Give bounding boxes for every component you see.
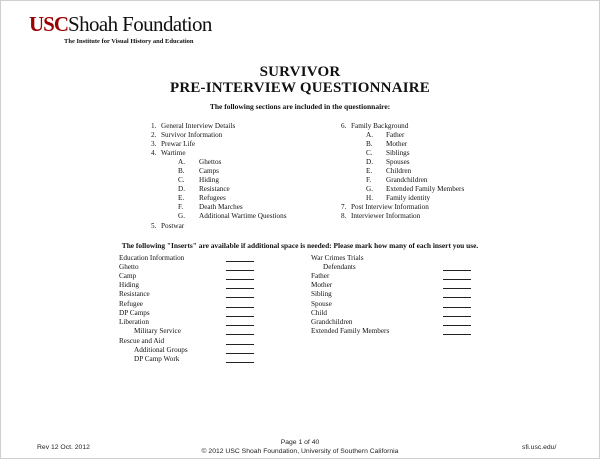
insert-count-blank[interactable] (443, 325, 471, 326)
insert-label: Sibling (311, 290, 332, 298)
family-letter: G. (366, 185, 373, 193)
insert-label: Mother (311, 281, 333, 289)
wartime-letter: G. (178, 212, 185, 220)
insert-count-blank[interactable] (226, 297, 254, 298)
insert-label: Refugee (119, 300, 143, 308)
insert-label: Grandchildren (311, 318, 353, 326)
wartime-label: Ghettos (199, 158, 222, 166)
family-letter: E. (366, 167, 373, 175)
insert-count-blank[interactable] (443, 307, 471, 308)
insert-count-blank[interactable] (443, 334, 471, 335)
footer-revision: Rev 12 Oct. 2012 (37, 444, 90, 451)
insert-label: War Crimes Trials (311, 254, 364, 262)
inserts-heading: The following "Inserts" are available if additional space is needed: Please mark how many of each insert you use. (121, 241, 479, 250)
insert-label: Camp (119, 272, 137, 280)
wartime-letter: F. (178, 203, 184, 211)
insert-label: Military Service (134, 327, 181, 335)
footer-url: sfi.usc.edu/ (522, 444, 557, 451)
wartime-label: Resistance (199, 185, 230, 193)
insert-label: Spouse (311, 300, 332, 308)
wartime-letter: B. (178, 167, 185, 175)
insert-count-blank[interactable] (226, 325, 254, 326)
logo (29, 12, 212, 37)
section-num: 7. (341, 203, 347, 211)
wartime-letter: D. (178, 185, 185, 193)
section-label: Prewar Life (161, 140, 196, 148)
family-label: Extended Family Members (386, 185, 465, 193)
section-num: 3. (151, 140, 157, 148)
insert-label: Father (311, 272, 330, 280)
section-label: Postwar (161, 222, 185, 230)
insert-count-blank[interactable] (443, 288, 471, 289)
insert-label: Hiding (119, 281, 139, 289)
insert-label: Extended Family Members (311, 327, 390, 335)
insert-count-blank[interactable] (226, 270, 254, 271)
page-title-line2: PRE-INTERVIEW QUESTIONNAIRE (169, 80, 431, 96)
footer-page-number: Page 1 of 40 (280, 439, 320, 446)
family-label: Children (386, 167, 412, 175)
insert-count-blank[interactable] (443, 316, 471, 317)
insert-label: Additional Groups (134, 346, 188, 354)
section-label: Survivor Information (161, 131, 223, 139)
insert-label: Ghetto (119, 263, 139, 271)
section-num: 5. (151, 222, 157, 230)
insert-label: Liberation (119, 318, 149, 326)
section-num: 8. (341, 212, 347, 220)
section-num: 2. (151, 131, 157, 139)
insert-label: Child (311, 309, 327, 317)
section-num: 4. (151, 149, 157, 157)
wartime-letter: A. (178, 158, 185, 166)
wartime-label: Death Marches (199, 203, 243, 211)
logo-shoah-foundation: Shoah Foundation (68, 12, 212, 36)
insert-count-blank[interactable] (226, 344, 254, 345)
section-label: Interviewer Information (351, 212, 421, 220)
section-num: 6. (341, 122, 347, 130)
section-label: General Interview Details (161, 122, 236, 130)
wartime-letter: E. (178, 194, 185, 202)
footer-center (0, 438, 600, 456)
insert-count-blank[interactable] (226, 307, 254, 308)
family-letter: D. (366, 158, 373, 166)
insert-count-blank[interactable] (226, 362, 254, 363)
insert-count-blank[interactable] (443, 297, 471, 298)
insert-count-blank[interactable] (226, 353, 254, 354)
logo-usc: USC (29, 12, 69, 36)
wartime-label: Refugees (199, 194, 226, 202)
family-label: Siblings (386, 149, 410, 157)
family-letter: A. (366, 131, 373, 139)
insert-label: Education Information (119, 254, 185, 262)
insert-count-blank[interactable] (226, 334, 254, 335)
insert-count-blank[interactable] (226, 288, 254, 289)
family-label: Father (386, 131, 405, 139)
wartime-label: Additional Wartime Questions (199, 212, 287, 220)
family-label: Mother (386, 140, 408, 148)
family-label: Spouses (386, 158, 410, 166)
wartime-letter: C. (178, 176, 185, 184)
insert-label: Defendants (323, 263, 356, 271)
family-letter: H. (366, 194, 373, 202)
family-letter: B. (366, 140, 373, 148)
insert-label: DP Camps (119, 309, 150, 317)
insert-count-blank[interactable] (226, 261, 254, 262)
insert-label: DP Camp Work (134, 355, 180, 363)
insert-count-blank[interactable] (443, 270, 471, 271)
footer-copyright: © 2012 USC Shoah Foundation, University of Southern California (201, 448, 399, 455)
family-label: Grandchildren (386, 176, 428, 184)
page-title-line1: SURVIVOR (259, 64, 341, 80)
logo-subtitle: The Institute for Visual History and Education (64, 38, 194, 45)
wartime-label: Camps (199, 167, 219, 175)
section-label: Post Interview Information (351, 203, 429, 211)
insert-count-blank[interactable] (226, 316, 254, 317)
family-letter: F. (366, 176, 372, 184)
wartime-label: Hiding (199, 176, 219, 184)
insert-count-blank[interactable] (226, 279, 254, 280)
section-label: Family Background (351, 122, 409, 130)
insert-count-blank[interactable] (443, 279, 471, 280)
sections-intro: The following sections are included in the questionnaire: (209, 102, 391, 111)
section-label: Wartime (161, 149, 186, 157)
section-num: 1. (151, 122, 157, 130)
insert-label: Resistance (119, 290, 150, 298)
insert-label: Rescue and Aid (119, 337, 165, 345)
family-letter: C. (366, 149, 373, 157)
family-label: Family identity (386, 194, 431, 202)
